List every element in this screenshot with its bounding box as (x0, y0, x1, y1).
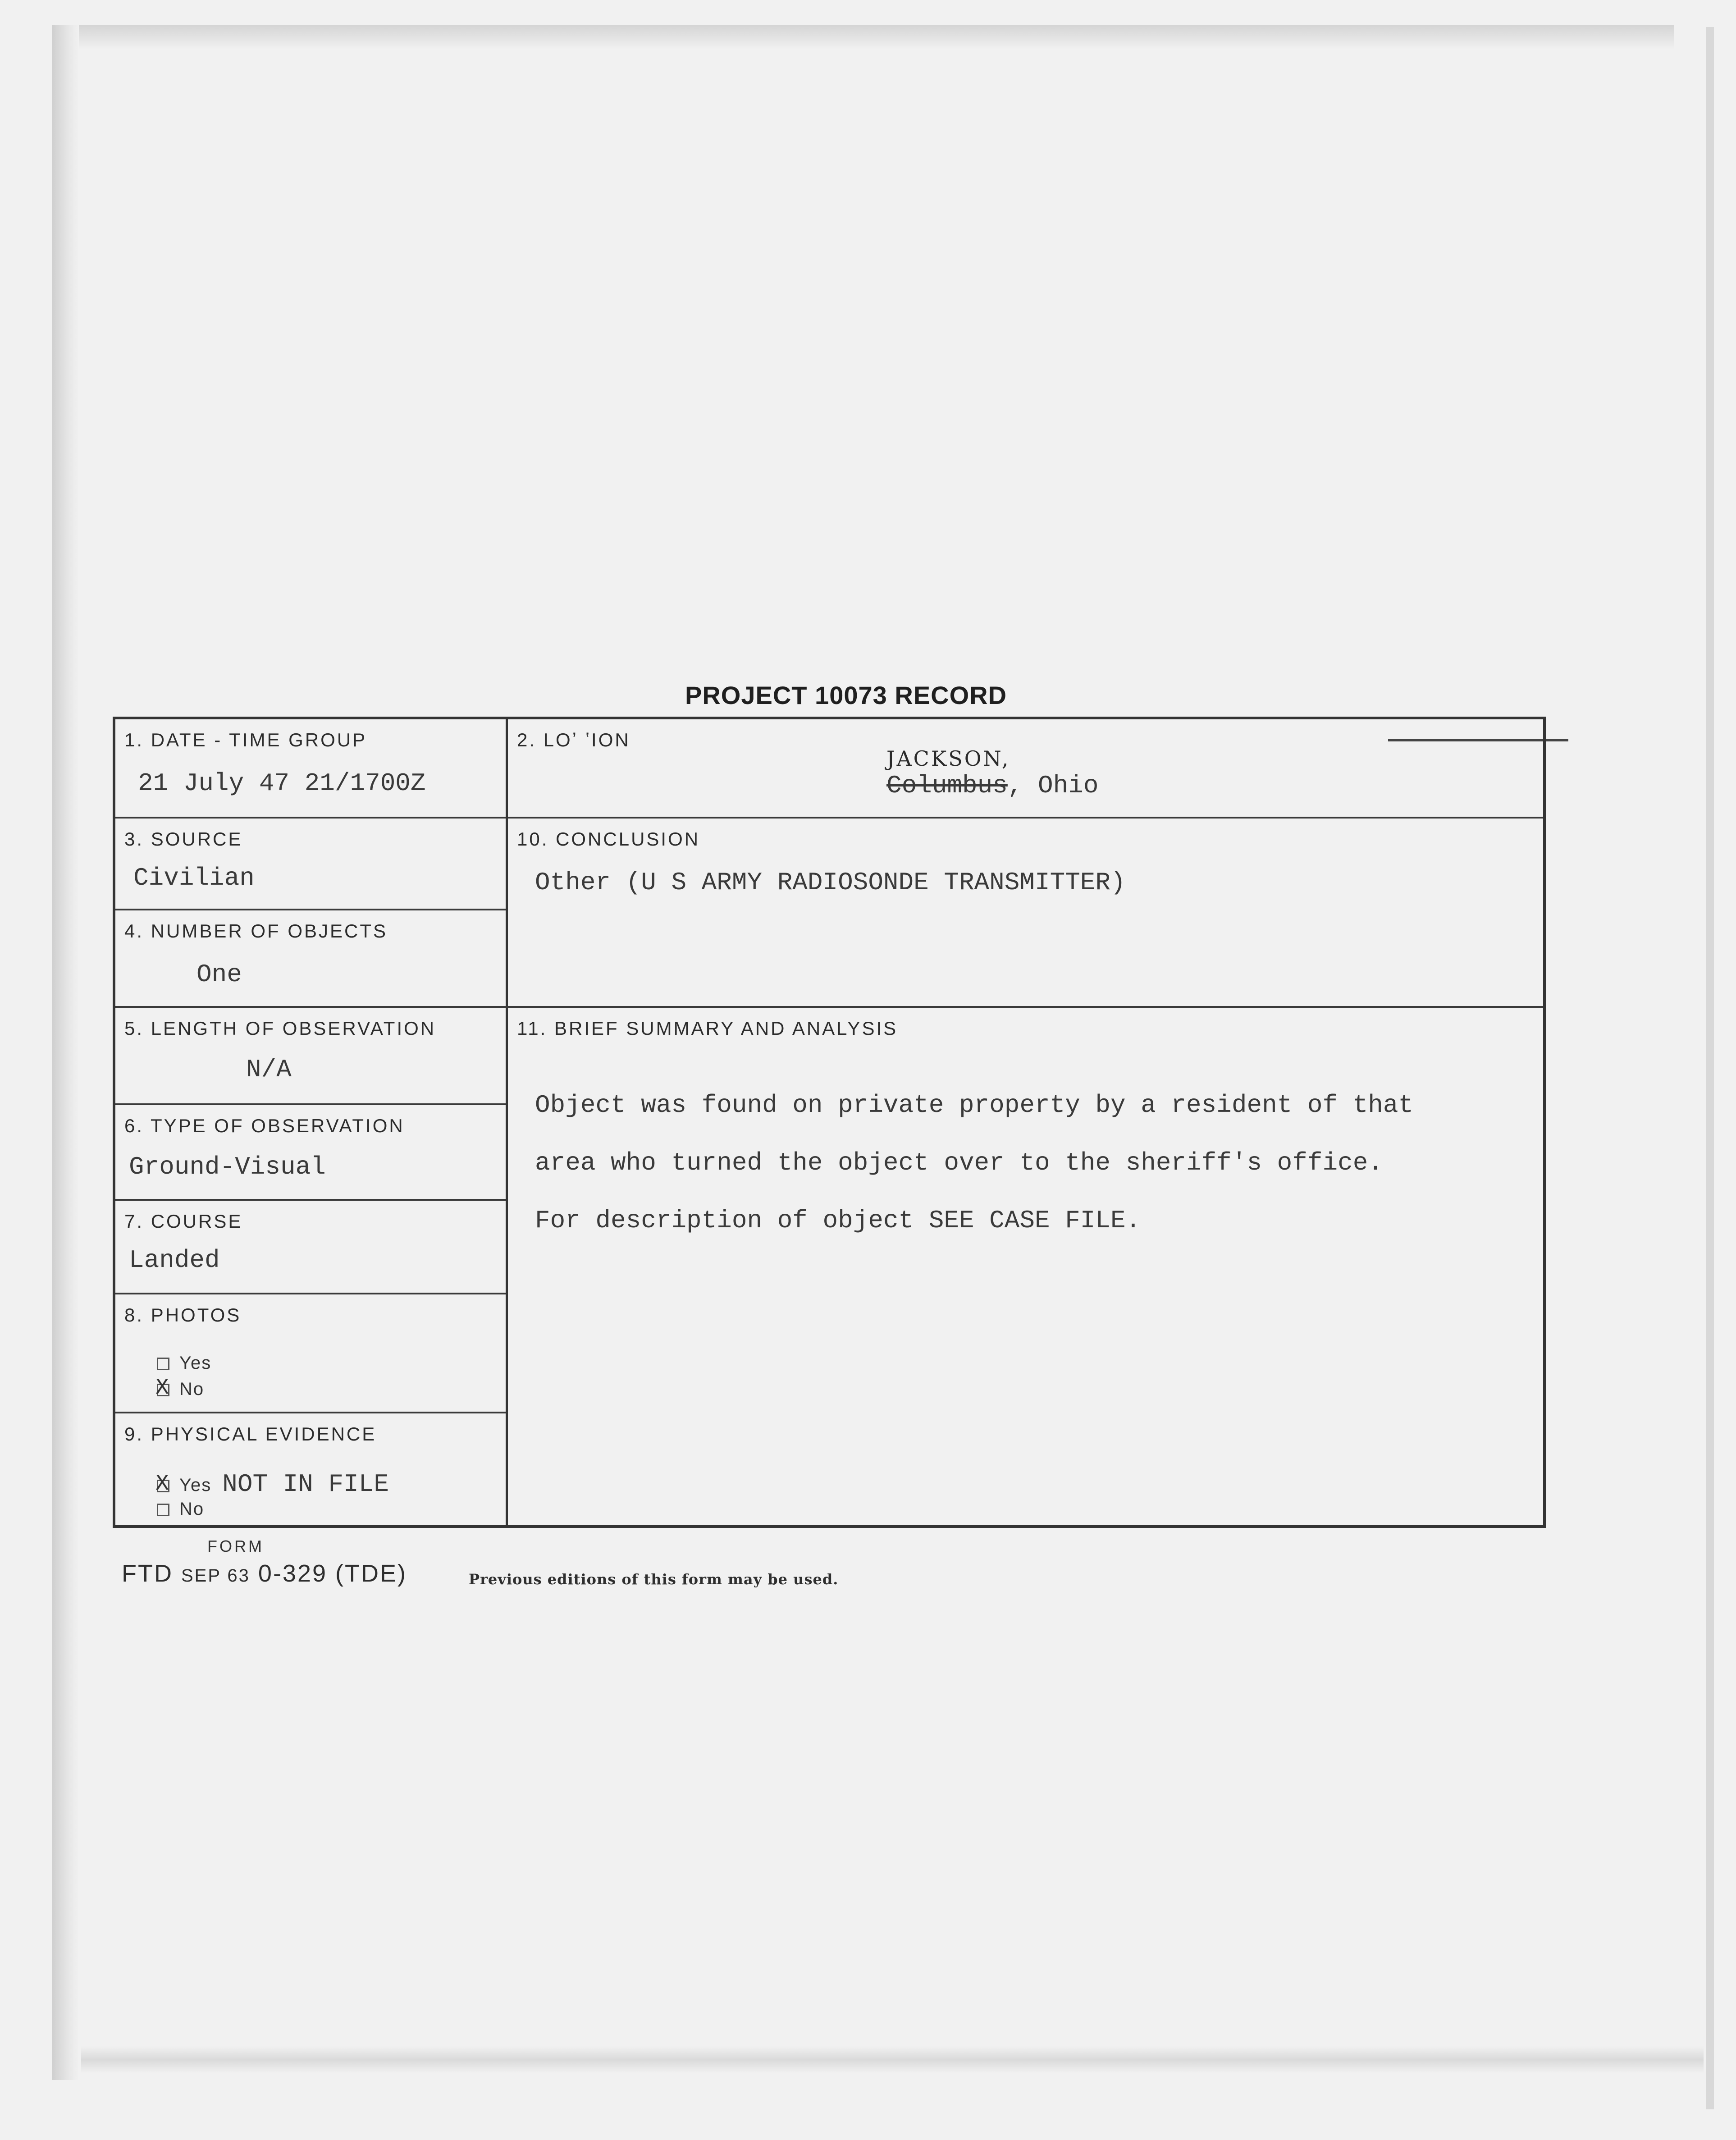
field-conclusion (508, 819, 1546, 1006)
number-of-objects-label: 4. NUMBER OF OBJECTS (124, 920, 388, 942)
physical-evidence-yes-checkbox (157, 1480, 169, 1492)
field-summary (508, 1008, 1546, 1528)
summary-line: Object was found on private property by a resident of that (535, 1091, 1414, 1120)
field-date-time (115, 719, 506, 817)
number-of-objects-value: One (196, 960, 242, 989)
summary-text (535, 1062, 1526, 1264)
summary-line: For description of object SEE CASE FILE. (535, 1206, 1141, 1235)
physical-evidence-no-checkbox (157, 1504, 169, 1516)
date-time-label: 1. DATE - TIME GROUP (124, 729, 367, 750)
course-value: Landed (129, 1246, 220, 1275)
footer-form-code (122, 1559, 407, 1587)
footer-form-date: SEP 63 (181, 1566, 250, 1586)
summary-label: 11. BRIEF SUMMARY AND ANALYSIS (517, 1018, 898, 1039)
physical-evidence-yes-label: Yes (179, 1475, 212, 1495)
field-photos (115, 1294, 506, 1412)
type-of-observation-label: 6. TYPE OF OBSERVATION (124, 1115, 405, 1136)
physical-evidence-label: 9. PHYSICAL EVIDENCE (124, 1423, 377, 1445)
scan-edge-right (1706, 27, 1714, 2109)
physical-evidence-no-label: No (179, 1499, 205, 1519)
field-number-of-objects (115, 910, 506, 1006)
course-label: 7. COURSE (124, 1211, 243, 1232)
photos-yes-checkbox (157, 1358, 169, 1370)
conclusion-label: 10. CONCLUSION (517, 828, 700, 850)
photos-no-label: No (179, 1379, 205, 1399)
footer-form-number: 0-329 (TDE) (258, 1560, 407, 1587)
source-label: 3. SOURCE (124, 828, 243, 850)
type-of-observation-value: Ground-Visual (129, 1152, 326, 1181)
photos-no-option (157, 1379, 204, 1399)
scan-edge-top (52, 25, 1674, 50)
photos-yes-label: Yes (179, 1353, 212, 1373)
field-source (115, 819, 506, 909)
photos-label: 8. PHOTOS (124, 1304, 242, 1326)
location-handwritten: JACKSON, (886, 746, 1010, 771)
scan-edge-left (52, 25, 79, 2080)
location-value (886, 771, 1098, 800)
physical-evidence-no-option (157, 1499, 204, 1519)
date-time-value: 21 July 47 21/1700Z (138, 769, 426, 798)
footer-form-word: FORM (207, 1537, 264, 1555)
length-of-observation-value: N/A (246, 1055, 292, 1084)
photos-no-checkbox (157, 1384, 169, 1396)
footer-note: Previous editions of this form may be used. (469, 1571, 839, 1588)
field-length-of-observation (115, 1008, 506, 1103)
physical-evidence-note: NOT IN FILE (222, 1470, 389, 1499)
photos-yes-option (157, 1353, 211, 1373)
location-value-suffix: , Ohio (1007, 771, 1099, 800)
location-struck: Columbus (886, 771, 1008, 800)
physical-evidence-yes-option (157, 1470, 389, 1499)
field-physical-evidence (115, 1413, 506, 1528)
scan-edge-bottom (81, 2046, 1704, 2073)
field-course (115, 1201, 506, 1293)
form-title: PROJECT 10073 RECORD (685, 681, 1007, 709)
location-label: 2. LOʼ ʽION (517, 729, 630, 750)
field-type-of-observation (115, 1105, 506, 1199)
footer-form-prefix: FTD (122, 1560, 173, 1587)
length-of-observation-label: 5. LENGTH OF OBSERVATION (124, 1018, 436, 1039)
record-form (113, 717, 1546, 1528)
source-value: Civilian (133, 864, 255, 892)
field-location (508, 719, 1546, 817)
conclusion-value: Other (U S ARMY RADIOSONDE TRANSMITTER) (535, 868, 1126, 897)
summary-line: area who turned the object over to the sheriff's office. (535, 1148, 1383, 1177)
